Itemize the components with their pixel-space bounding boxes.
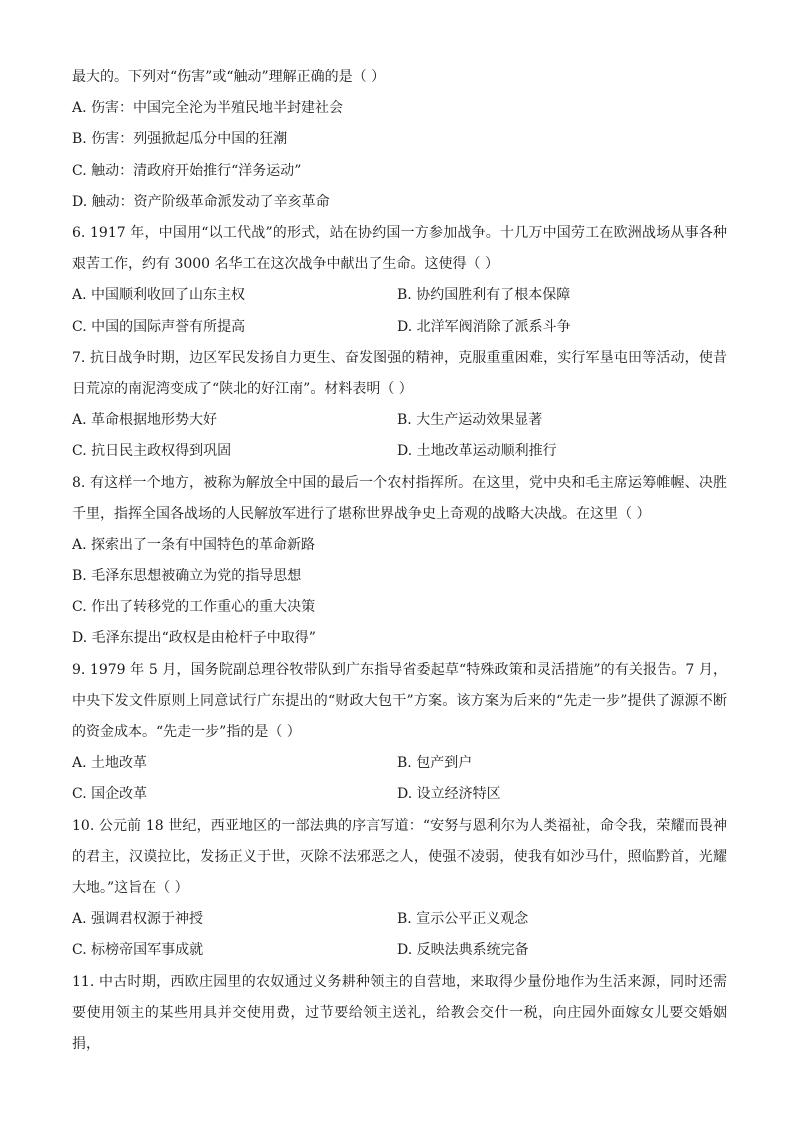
exam-page <box>72 62 727 1060</box>
options-row <box>72 280 727 311</box>
options-row <box>72 436 727 467</box>
question-stem: 9. 1979 年 5 月，国务院副总理谷牧带队到广东指导省委起草“特殊政策和灵活措施”的有关报告。7 月，中央下发文件原则上同意试行广东提出的“财政大包干”方案。该方案为后来的“先走一步”提供了源源不断的资金成本。“先走一步”指的是（ ） <box>72 661 727 741</box>
option-c: C. 中国的国际声誉有所提高 <box>72 318 246 335</box>
option-c: C. 国企改革 <box>72 786 148 803</box>
option-c: C. 标榜帝国军事成就 <box>72 942 204 959</box>
option-a: A. 伤害：中国完全沦为半殖民地半封建社会 <box>72 100 344 117</box>
question-9 <box>72 655 727 811</box>
option-b: B. 宣示公平正义观念 <box>397 911 529 928</box>
question-stem: 8. 有这样一个地方，被称为解放全中国的最后一个农村指挥所。在这里，党中央和毛主席运筹帷幄、决胜千里，指挥全国各战场的人民解放军进行了堪称世界战争史上奇观的战略大决战。在这里（ ） <box>72 474 727 522</box>
options-row <box>72 779 727 810</box>
option-a: A. 探索出了一条有中国特色的革命新路 <box>72 536 316 553</box>
option-b: B. 大生产运动效果显著 <box>397 412 543 429</box>
options-row <box>72 904 727 935</box>
option-a: A. 土地改革 <box>72 755 148 772</box>
question-11 <box>72 967 727 1061</box>
option-d: D. 毛泽东提出“政权是由枪杆子中取得” <box>72 630 316 647</box>
question-stem: 6. 1917 年，中国用“以工代战”的形式，站在协约国一方参加战争。十几万中国劳工在欧洲战场从事各种艰苦工作，约有 3000 名华工在这次战争中献出了生命。这使得（ ） <box>72 224 727 273</box>
options-row <box>72 748 727 779</box>
question-5 <box>72 62 727 218</box>
option-a: A. 革命根据地形势大好 <box>72 412 218 429</box>
question-stem: 最大的。下列对“伤害”或“触动”理解正确的是（ ） <box>72 69 386 85</box>
option-c: C. 作出了转移党的工作重心的重大决策 <box>72 599 316 616</box>
option-d: D. 北洋军阀消除了派系斗争 <box>397 318 571 335</box>
option-d: D. 土地改革运动顺利推行 <box>397 443 557 460</box>
options-row <box>72 312 727 343</box>
option-d: D. 触动：资产阶级革命派发动了辛亥革命 <box>72 193 330 210</box>
options-row <box>72 935 727 966</box>
option-d: D. 设立经济特区 <box>397 786 501 803</box>
question-8 <box>72 468 727 655</box>
option-d: D. 反映法典系统完备 <box>397 942 529 959</box>
option-b: B. 协约国胜利有了根本保障 <box>397 287 571 304</box>
question-6 <box>72 218 727 343</box>
option-a: A. 中国顺利收回了山东主权 <box>72 287 246 304</box>
options-row <box>72 405 727 436</box>
option-c: C. 触动：清政府开始推行“洋务运动” <box>72 162 302 179</box>
option-c: C. 抗日民主政权得到巩固 <box>72 443 232 460</box>
question-stem: 10. 公元前 18 世纪，西亚地区的一部法典的序言写道：“安努与恩利尔为人类福祉，命令我，荣耀而畏神的君主，汉谟拉比，发扬正义于世，灭除不法邪恶之人，使强不凌弱，使我有如沙马什，照临黔首，光耀大地。”这旨在（ ） <box>72 817 727 897</box>
question-7 <box>72 343 727 468</box>
question-10 <box>72 811 727 967</box>
option-a: A. 强调君权源于神授 <box>72 911 204 928</box>
option-b: B. 伤害：列强掀起瓜分中国的狂潮 <box>72 131 288 148</box>
option-b: B. 包产到户 <box>397 755 473 772</box>
question-stem: 7. 抗日战争时期，边区军民发扬自力更生、奋发图强的精神，克服重重困难，实行军垦屯田等活动，使昔日荒凉的南泥湾变成了“陕北的好江南”。材料表明（ ） <box>72 349 727 397</box>
question-stem: 11. 中古时期，西欧庄园里的农奴通过义务耕种领主的自营地，来取得少量份地作为生活来源，同时还需要使用领主的某些用具并交使用费，过节要给领主送礼，给教会交什一税，向庄园外面嫁女儿要交婚姻捐， <box>72 973 727 1053</box>
option-b: B. 毛泽东思想被确立为党的指导思想 <box>72 568 302 585</box>
